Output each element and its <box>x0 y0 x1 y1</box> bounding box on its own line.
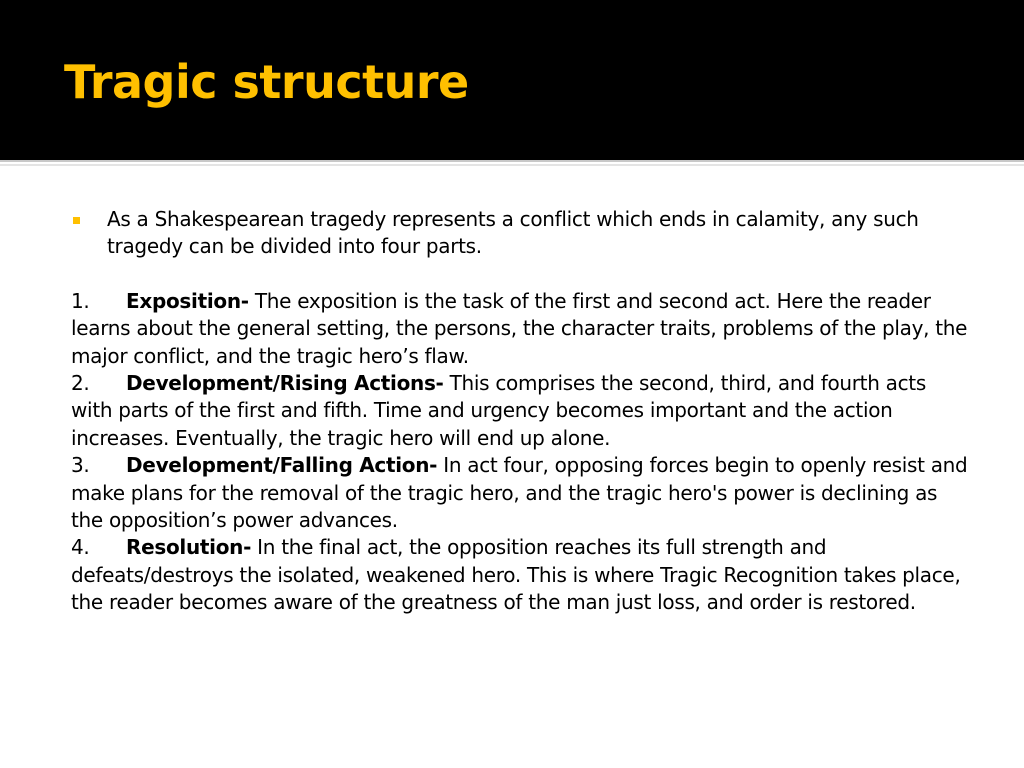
list-item <box>71 370 971 452</box>
list-item <box>71 288 971 370</box>
item-number: 4. <box>71 535 90 560</box>
bullet-point <box>71 206 971 261</box>
square-bullet-icon <box>73 217 80 224</box>
bullet-text: As a Shakespearean tragedy represents a conflict which ends in calamity, any such tragedy can be divided into four parts. <box>107 207 919 259</box>
slide-title: Tragic structure <box>64 55 469 109</box>
divider-line-secondary <box>0 164 1024 166</box>
item-number: 2. <box>71 371 90 396</box>
list-item <box>71 452 971 534</box>
list-item <box>71 534 971 616</box>
item-number: 3. <box>71 453 90 478</box>
item-text: This comprises the second, third, and fourth acts with parts of the first and fifth. Time and urgency becomes important and the action increases. Eventually, the tragic hero will end up alone. <box>71 371 926 450</box>
item-text: The exposition is the task of the first and second act. Here the reader learns about the general setting, the persons, the character traits, problems of the play, the major conflict, and the tragic hero’s flaw. <box>71 288 968 368</box>
item-text: In the final act, the opposition reaches its full strength and defeats/destroys the isolated, weakened hero. This is where Tragic Recognition takes place, the reader becomes aware of the greatness of the man just loss, and order is restored. <box>71 535 961 615</box>
item-term: Development/Falling Action- <box>126 453 438 478</box>
title-band <box>0 0 1024 160</box>
item-term: Exposition- <box>126 288 249 313</box>
item-term: Development/Rising Actions- <box>126 371 444 396</box>
item-term: Resolution- <box>126 535 252 560</box>
divider-line <box>0 160 1024 162</box>
item-number: 1. <box>71 288 90 313</box>
slide-body <box>71 206 971 617</box>
item-text: In act four, opposing forces begin to openly resist and make plans for the removal of the tragic hero, and the tragic hero's power is declining as the opposition’s power advances. <box>71 453 968 533</box>
